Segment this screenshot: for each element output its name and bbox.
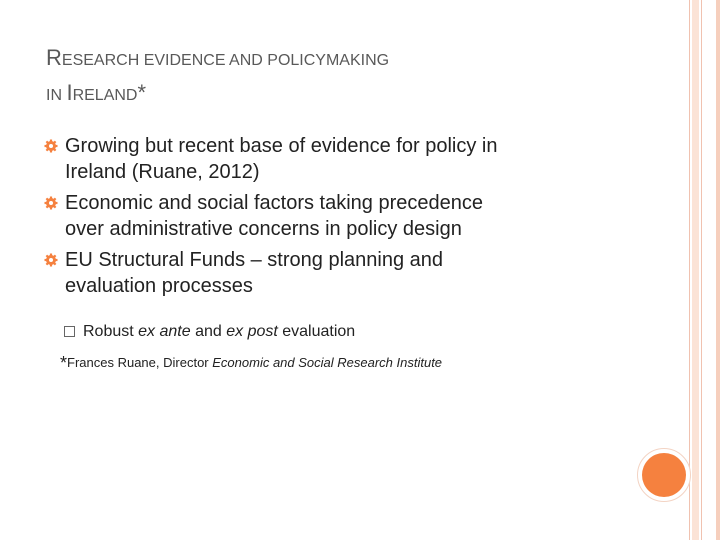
bullet-item: Growing but recent base of evidence for policy in Ireland (Ruane, 2012) xyxy=(44,133,644,185)
square-icon xyxy=(64,326,75,337)
gear-icon xyxy=(44,253,58,267)
gear-icon xyxy=(44,196,58,210)
frame-edge xyxy=(716,0,720,540)
footnote: *Frances Ruane, Director Economic and Social Research Institute xyxy=(60,353,443,373)
gear-icon xyxy=(44,139,58,153)
bullet-item: EU Structural Funds – strong planning and evaluation processes xyxy=(44,247,644,299)
frame-band xyxy=(692,0,699,540)
bullet-item: Economic and social factors taking precedence over administrative concerns in policy design xyxy=(44,190,644,242)
bullet-list xyxy=(44,133,644,304)
slide-title: RESEARCH EVIDENCE AND POLICYMAKING IN IRELAND* xyxy=(46,45,390,105)
decorative-circle xyxy=(642,453,686,497)
sub-bullet-item: Robust ex ante and ex post evaluation xyxy=(64,321,355,343)
